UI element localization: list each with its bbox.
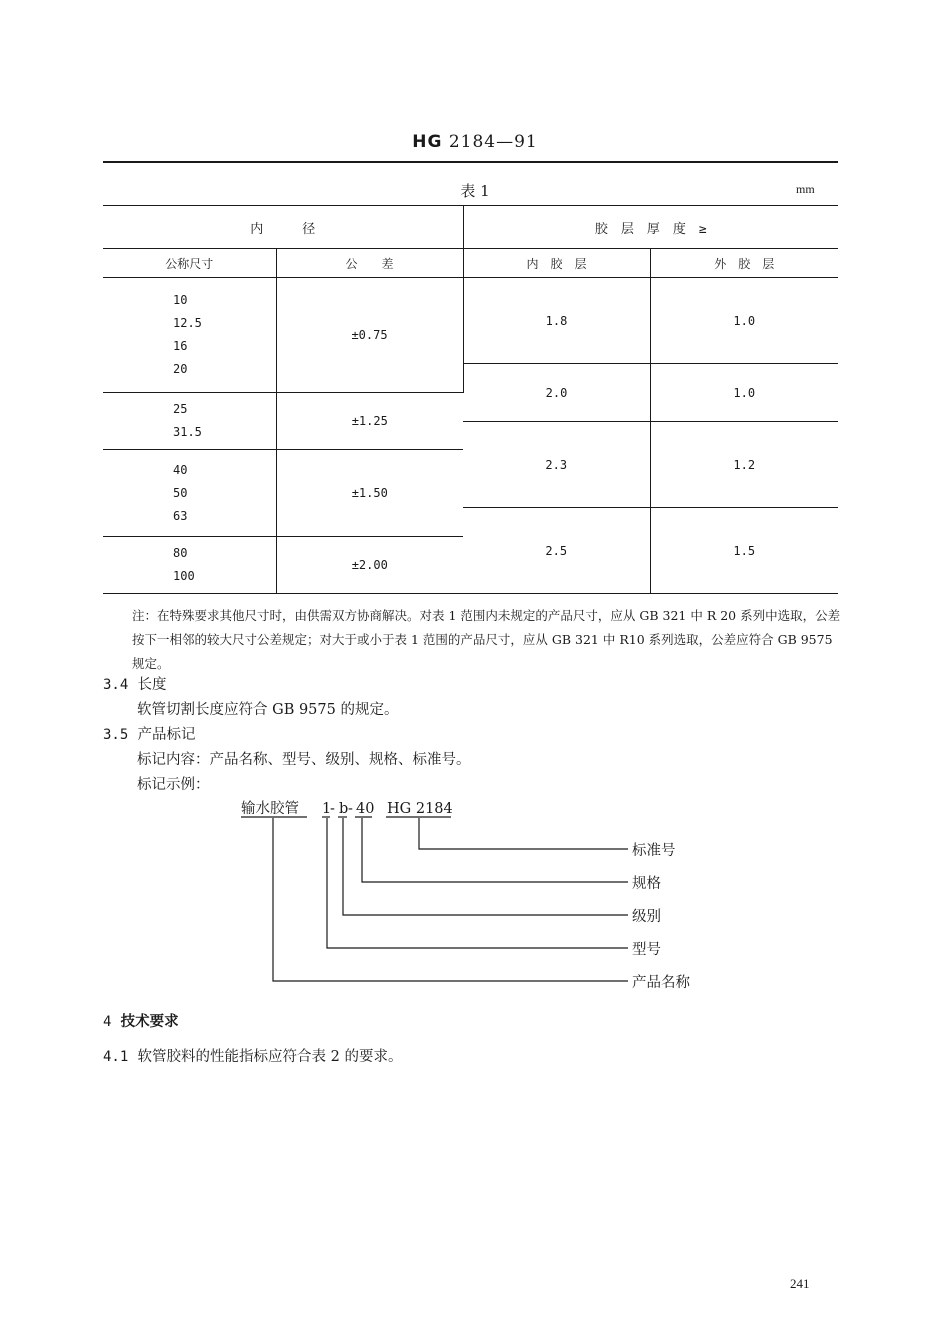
table-title: 表 1 — [460, 182, 490, 200]
marking-code-grade: b — [339, 801, 349, 817]
section-3-4-text: 软管切割长度应符合 GB 9575 的规定。 — [137, 702, 399, 718]
marking-product-name: 输水胶管 — [241, 801, 299, 817]
page-number: 241 — [790, 1276, 810, 1291]
tolerance-group-1: ±0.75 — [276, 278, 463, 393]
marking-dash-1: - — [330, 801, 335, 817]
size-group-4: 80 100 — [103, 537, 276, 594]
marking-code-type: 1 — [322, 801, 332, 817]
standard-prefix: HG — [412, 132, 443, 152]
size-group-1: 10 12.5 16 20 — [103, 278, 276, 393]
col-outer-layer: 外 胶 层 — [650, 249, 838, 278]
table-note: 注：在特殊要求其他尺寸时，由供需双方协商解决。对表 1 范围内未规定的产品尺寸，应从 GB 321 中 R 20 系列中选取，公差按下一相邻的较大尺寸公差规定；对大于或小于表 1 范围的产品尺寸，应从 GB 321 中 R10 系列选取，公差应符合 GB 9575 规定。 — [132, 608, 841, 671]
inner-thickness-4: 2.5 — [463, 508, 650, 594]
leader-product-name — [273, 818, 628, 981]
label-type: 型号 — [632, 942, 661, 958]
marking-dash-2: - — [348, 801, 353, 817]
inner-thickness-3: 2.3 — [463, 422, 650, 508]
label-standard-number: 标准号 — [632, 843, 676, 859]
label-product-name: 产品名称 — [632, 975, 690, 991]
standard-number: 2184—91 — [448, 132, 538, 152]
marking-code-size: 40 — [356, 801, 375, 817]
section-3-4-heading: 3.4 长度 — [103, 677, 167, 693]
leader-size — [362, 818, 628, 882]
section-4-heading: 4 技术要求 — [103, 1014, 179, 1030]
leader-grade — [343, 818, 628, 915]
table-unit: mm — [796, 182, 815, 196]
outer-thickness-1: 1.0 — [650, 278, 838, 364]
inner-thickness-1: 1.8 — [463, 278, 650, 364]
col-tolerance: 公 差 — [276, 249, 463, 278]
leader-standard — [419, 818, 628, 849]
section-4-1: 4.1 软管胶料的性能指标应符合表 2 的要求。 — [103, 1049, 403, 1065]
outer-thickness-4: 1.5 — [650, 508, 838, 594]
inner-thickness-2: 2.0 — [463, 364, 650, 422]
marking-example-label: 标记示例： — [137, 777, 210, 793]
header-rubber-thickness: 胶 层 厚 度 ≥ — [463, 206, 838, 249]
header-inner-diameter: 内 径 — [103, 206, 463, 249]
label-size: 规格 — [632, 876, 661, 892]
marking-standard: HG 2184 — [387, 801, 453, 817]
section-3-5-heading: 3.5 产品标记 — [103, 727, 196, 743]
tolerance-group-2: ±1.25 — [276, 393, 463, 450]
outer-thickness-2: 1.0 — [650, 364, 838, 422]
outer-thickness-3: 1.2 — [650, 422, 838, 508]
leader-type — [327, 818, 628, 948]
col-nominal-size: 公称尺寸 — [103, 249, 276, 278]
tolerance-group-3: ±1.50 — [276, 450, 463, 537]
col-inner-layer: 内 胶 层 — [463, 249, 650, 278]
label-grade: 级别 — [632, 909, 661, 925]
size-group-2: 25 31.5 — [103, 393, 276, 450]
tolerance-group-4: ±2.00 — [276, 537, 463, 594]
size-group-3: 40 50 63 — [103, 450, 276, 537]
marking-content: 标记内容：产品名称、型号、级别、规格、标准号。 — [137, 752, 471, 768]
